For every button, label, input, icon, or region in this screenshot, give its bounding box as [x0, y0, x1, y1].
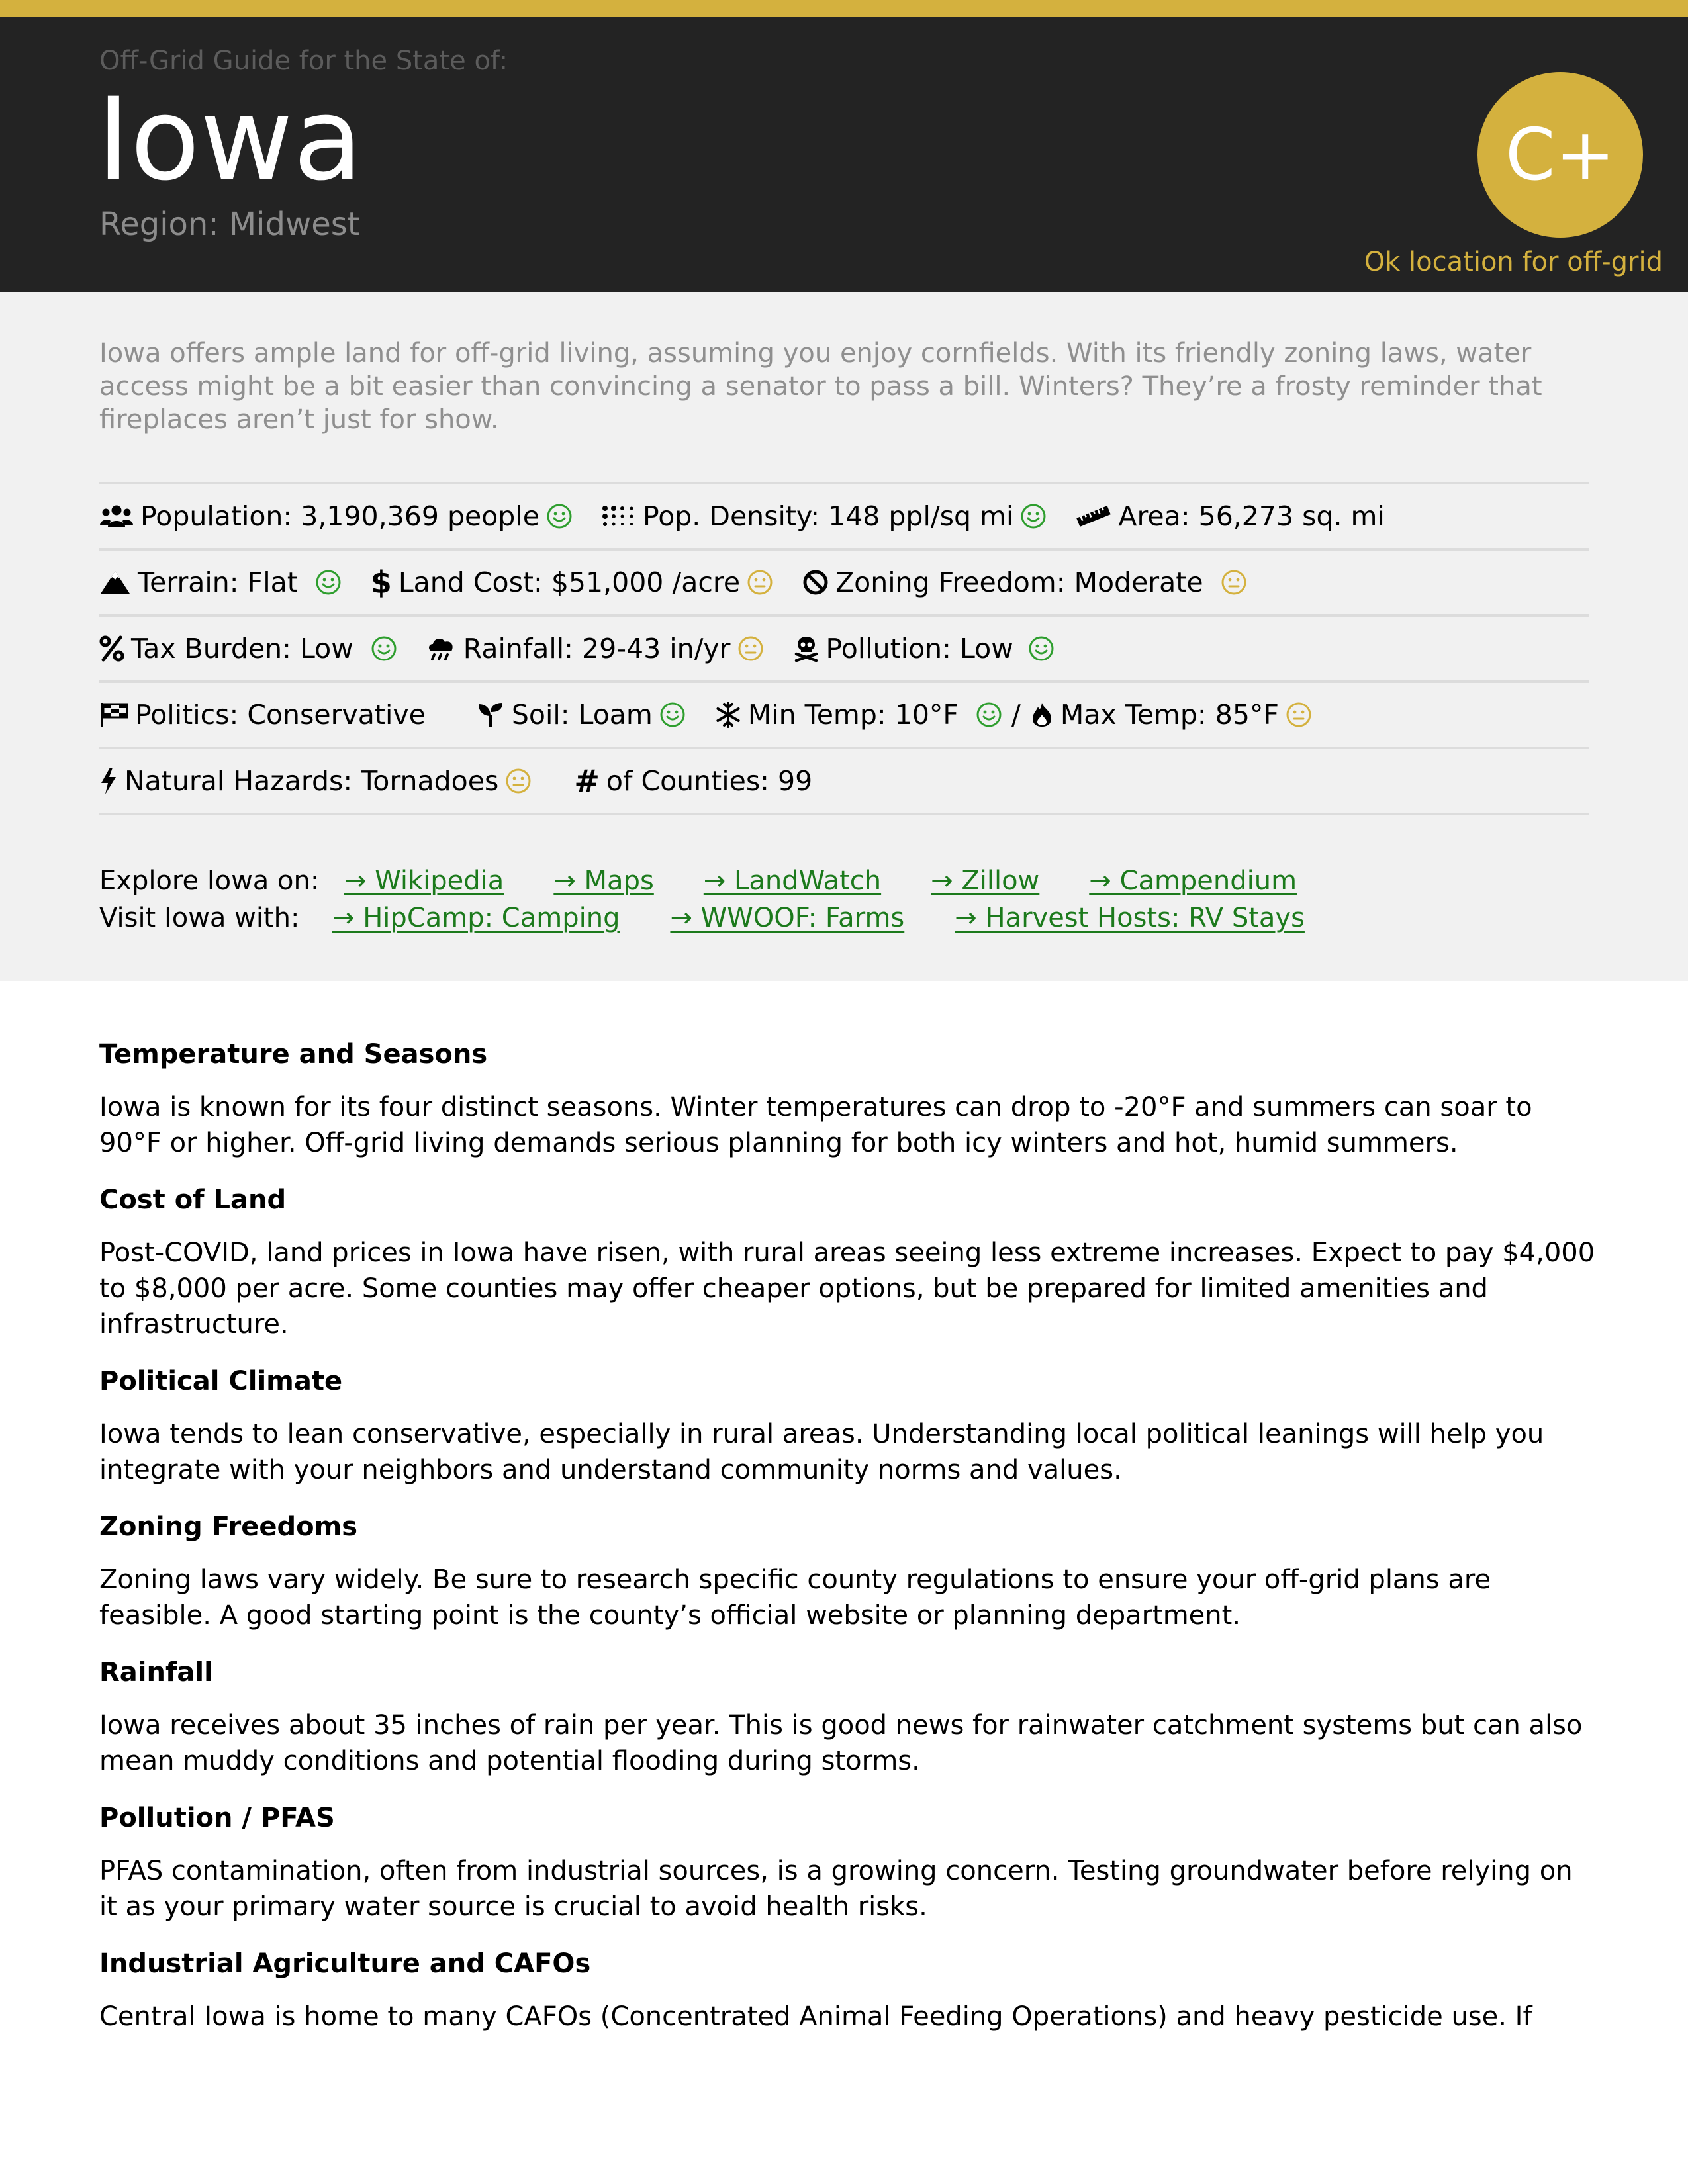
link-landwatch[interactable]: → LandWatch [703, 866, 882, 896]
good-rating-face-icon [976, 702, 1002, 728]
link-wwoof[interactable]: → WWOOF: Farms [670, 903, 905, 933]
good-rating-face-icon [371, 635, 397, 662]
grade-badge: C+ [1477, 72, 1643, 238]
stats-table [99, 482, 1589, 815]
good-rating-face-icon [659, 702, 686, 728]
grade-verdict: Ok location for off-grid [1364, 247, 1663, 277]
section-heading: Pollution / PFAS [99, 1803, 335, 1833]
section-text: Iowa receives about 35 inches of rain per year. This is good news for rainwater catchment systems but can also mean muddy conditions and potential flooding during storms. [99, 1710, 1583, 1776]
section-text: Iowa tends to lean conservative, especially in rural areas. Understanding local political leanings will help you integrate with your neighbors and understand community norms and values. [99, 1419, 1544, 1485]
link-maps[interactable]: → Maps [553, 866, 654, 896]
top-accent-bar [0, 0, 1688, 17]
neutral-rating-face-icon [747, 569, 773, 596]
section-heading: Industrial Agriculture and CAFOs [99, 1948, 591, 1979]
explore-links-row [99, 862, 1355, 899]
stat-tax: Tax Burden: Low [99, 633, 397, 664]
external-links [99, 862, 1355, 936]
section-text: PFAS contamination, often from industrial sources, is a growing concern. Testing groundwater before relying on it as your primary water source is crucial to avoid health risks. [99, 1856, 1573, 1922]
neutral-rating-face-icon [1221, 569, 1247, 596]
ruler-icon [1076, 504, 1111, 528]
bolt-icon [99, 767, 118, 795]
page-title: Iowa [97, 73, 363, 206]
ban-icon [802, 569, 829, 596]
article-body [99, 1035, 1595, 2054]
good-rating-face-icon [1028, 635, 1055, 662]
link-harvest-hosts[interactable]: → Harvest Hosts: RV Stays [955, 903, 1305, 933]
section-heading: Rainfall [99, 1657, 213, 1688]
users-icon [99, 504, 134, 528]
snowflake-icon [715, 702, 741, 728]
stat-temperature: Min Temp: 10°F / Max Temp: 85°F [715, 699, 1312, 731]
section-text: Post-COVID, land prices in Iowa have risen, with rural areas seeing less extreme increases. Expect to pay $4,000 to $8,000 per acre. Some counties may offer cheaper options, but be prepared for limited amenities and infrastructure. [99, 1238, 1595, 1340]
section-text: Iowa is known for its four distinct seasons. Winter temperatures can drop to -20°F and summers can soar to 90°F or higher. Off-grid living demands serious planning for both icy winters and hot, humid summers. [99, 1092, 1532, 1158]
stat-rainfall: Rainfall: 29-43 in/yr [426, 633, 764, 664]
link-campendium[interactable]: → Campendium [1089, 866, 1297, 896]
cloud-rain-icon [426, 635, 457, 662]
stat-land-cost: $ Land Cost: $51,000 /acre [371, 565, 773, 600]
link-zillow[interactable]: → Zillow [931, 866, 1040, 896]
flag-icon [99, 702, 128, 728]
section-heading: Political Climate [99, 1366, 343, 1396]
stat-soil: Soil: Loam [476, 699, 686, 731]
good-rating-face-icon [546, 503, 573, 529]
neutral-rating-face-icon [737, 635, 764, 662]
stat-politics: Politics: Conservative [99, 699, 426, 731]
stat-hazards: Natural Hazards: Tornadoes [99, 765, 532, 797]
stats-row [99, 680, 1589, 747]
stats-row [99, 747, 1589, 815]
section-heading: Zoning Freedoms [99, 1512, 358, 1542]
dollar-icon: $ [370, 565, 392, 600]
good-rating-face-icon [1020, 503, 1047, 529]
seedling-icon [476, 702, 505, 728]
visit-links-row [99, 899, 1355, 936]
stat-density: Pop. Density: 148 ppl/sq mi [602, 500, 1047, 532]
mountain-icon [99, 570, 131, 595]
stat-pollution: Pollution: Low [793, 633, 1055, 664]
good-rating-face-icon [315, 569, 342, 596]
summary-panel [0, 292, 1688, 981]
region-label: Region: Midwest [99, 206, 360, 243]
section-heading: Temperature and Seasons [99, 1039, 488, 1069]
explore-label: Explore Iowa on: [99, 866, 320, 896]
stats-row [99, 614, 1589, 680]
link-wikipedia[interactable]: → Wikipedia [344, 866, 504, 896]
hashtag-icon: # [574, 763, 600, 799]
percent-icon [99, 635, 124, 662]
fire-icon [1030, 702, 1054, 728]
stat-area: Area: 56,273 sq. mi [1076, 500, 1384, 532]
section-text: Central Iowa is home to many CAFOs (Concentrated Animal Feeding Operations) and heavy pesticide use. If [99, 2001, 1532, 2032]
guide-kicker: Off-Grid Guide for the State of: [99, 46, 508, 76]
visit-label: Visit Iowa with: [99, 903, 300, 933]
page-header [0, 17, 1688, 292]
stat-counties: # of Counties: 99 [574, 763, 813, 799]
dots-grid-icon [602, 504, 636, 528]
neutral-rating-face-icon [1286, 702, 1312, 728]
section-heading: Cost of Land [99, 1185, 287, 1215]
stat-terrain: Terrain: Flat [99, 567, 342, 598]
temp-separator: / [1011, 699, 1021, 731]
neutral-rating-face-icon [505, 768, 532, 794]
stat-population: Population: 3,190,369 people [99, 500, 573, 532]
section-text: Zoning laws vary widely. Be sure to research specific county regulations to ensure your off-grid plans are feasible. A good starting point is the county’s official website or planning department. [99, 1565, 1491, 1631]
intro-text: Iowa offers ample land for off-grid living, assuming you enjoy cornfields. With its friendly zoning laws, water access might be a bit easier than convincing a senator to pass a bill. Winters? They’re a frosty reminder that fireplaces aren’t just for show. [99, 338, 1542, 435]
stat-zoning: Zoning Freedom: Moderate [802, 567, 1246, 598]
stats-row [99, 482, 1589, 548]
stats-row [99, 548, 1589, 614]
skull-crossbones-icon [793, 635, 820, 662]
link-hipcamp[interactable]: → HipCamp: Camping [332, 903, 620, 933]
